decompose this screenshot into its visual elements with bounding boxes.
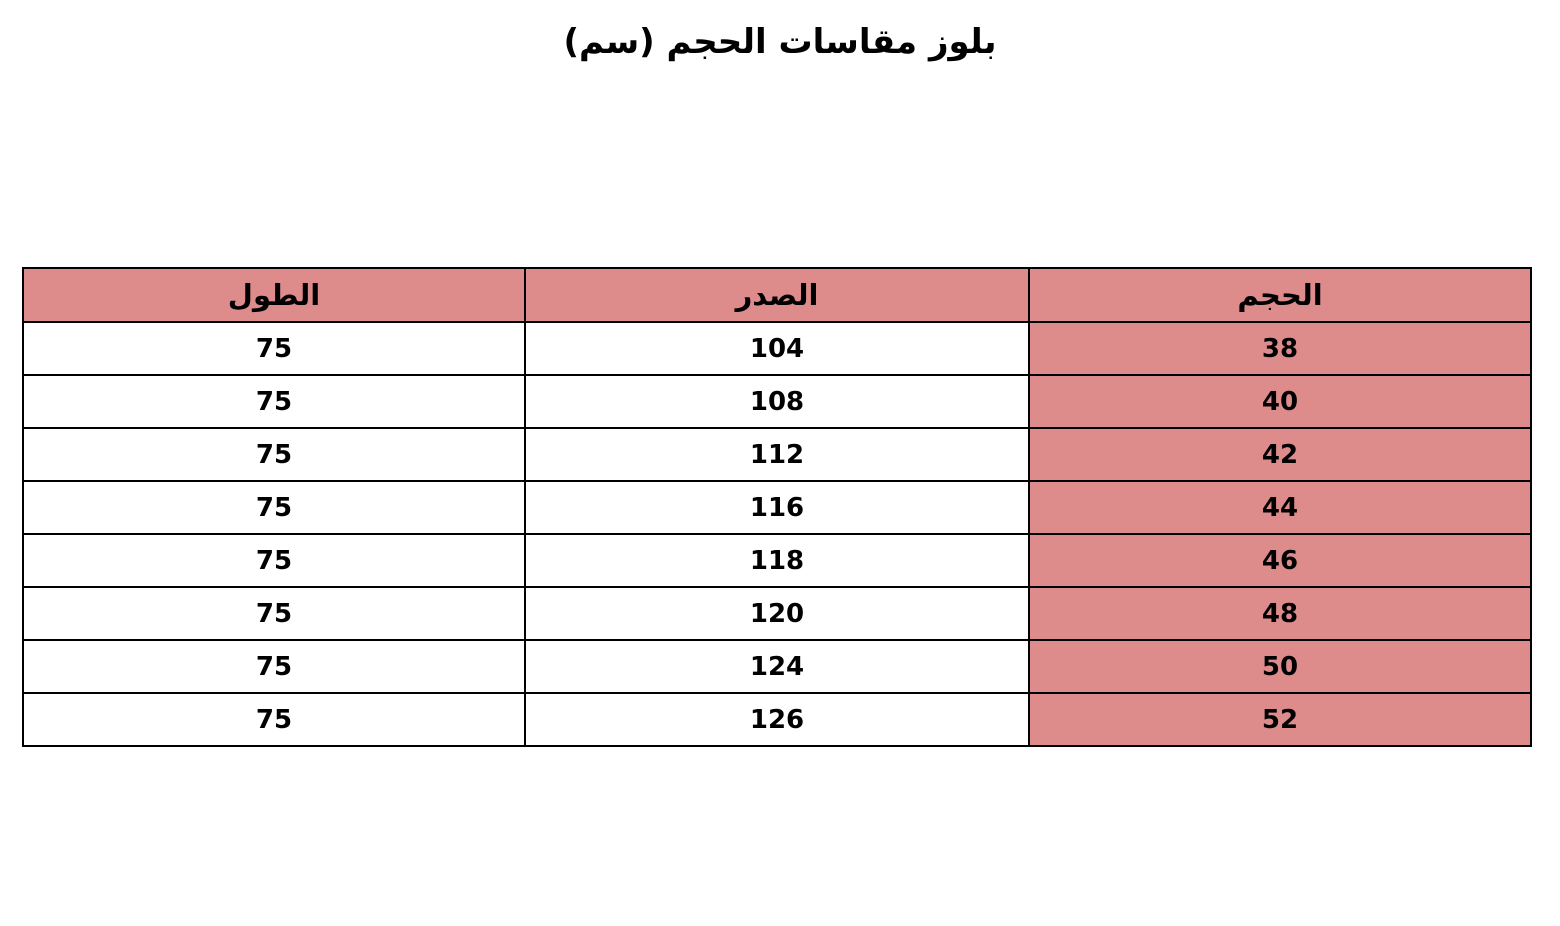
table-row <box>23 534 1531 587</box>
cell-length: 75 <box>23 534 525 587</box>
cell-size: 52 <box>1029 693 1531 746</box>
table-row <box>23 481 1531 534</box>
column-header-length: الطول <box>23 268 525 322</box>
table-row <box>23 375 1531 428</box>
cell-chest: 108 <box>525 375 1029 428</box>
document-page <box>0 22 1560 926</box>
table-body <box>23 322 1531 746</box>
cell-chest: 118 <box>525 534 1029 587</box>
table-row <box>23 322 1531 375</box>
table-row <box>23 587 1531 640</box>
cell-length: 75 <box>23 428 525 481</box>
table-header-row <box>23 268 1531 322</box>
cell-length: 75 <box>23 375 525 428</box>
table-row <box>23 693 1531 746</box>
cell-length: 75 <box>23 640 525 693</box>
cell-chest: 126 <box>525 693 1029 746</box>
table-header <box>23 268 1531 322</box>
table-row <box>23 640 1531 693</box>
size-chart-container <box>28 267 1532 747</box>
cell-length: 75 <box>23 481 525 534</box>
cell-length: 75 <box>23 587 525 640</box>
cell-size: 42 <box>1029 428 1531 481</box>
cell-size: 44 <box>1029 481 1531 534</box>
cell-size: 46 <box>1029 534 1531 587</box>
size-chart-table <box>22 267 1532 747</box>
cell-size: 50 <box>1029 640 1531 693</box>
cell-chest: 116 <box>525 481 1029 534</box>
column-header-chest: الصدر <box>525 268 1029 322</box>
cell-size: 40 <box>1029 375 1531 428</box>
page-title: بلوز مقاسات الحجم (سم) <box>563 22 997 62</box>
cell-chest: 120 <box>525 587 1029 640</box>
cell-chest: 104 <box>525 322 1029 375</box>
cell-chest: 112 <box>525 428 1029 481</box>
column-header-size: الحجم <box>1029 268 1531 322</box>
cell-length: 75 <box>23 693 525 746</box>
cell-chest: 124 <box>525 640 1029 693</box>
cell-length: 75 <box>23 322 525 375</box>
cell-size: 38 <box>1029 322 1531 375</box>
cell-size: 48 <box>1029 587 1531 640</box>
table-row <box>23 428 1531 481</box>
